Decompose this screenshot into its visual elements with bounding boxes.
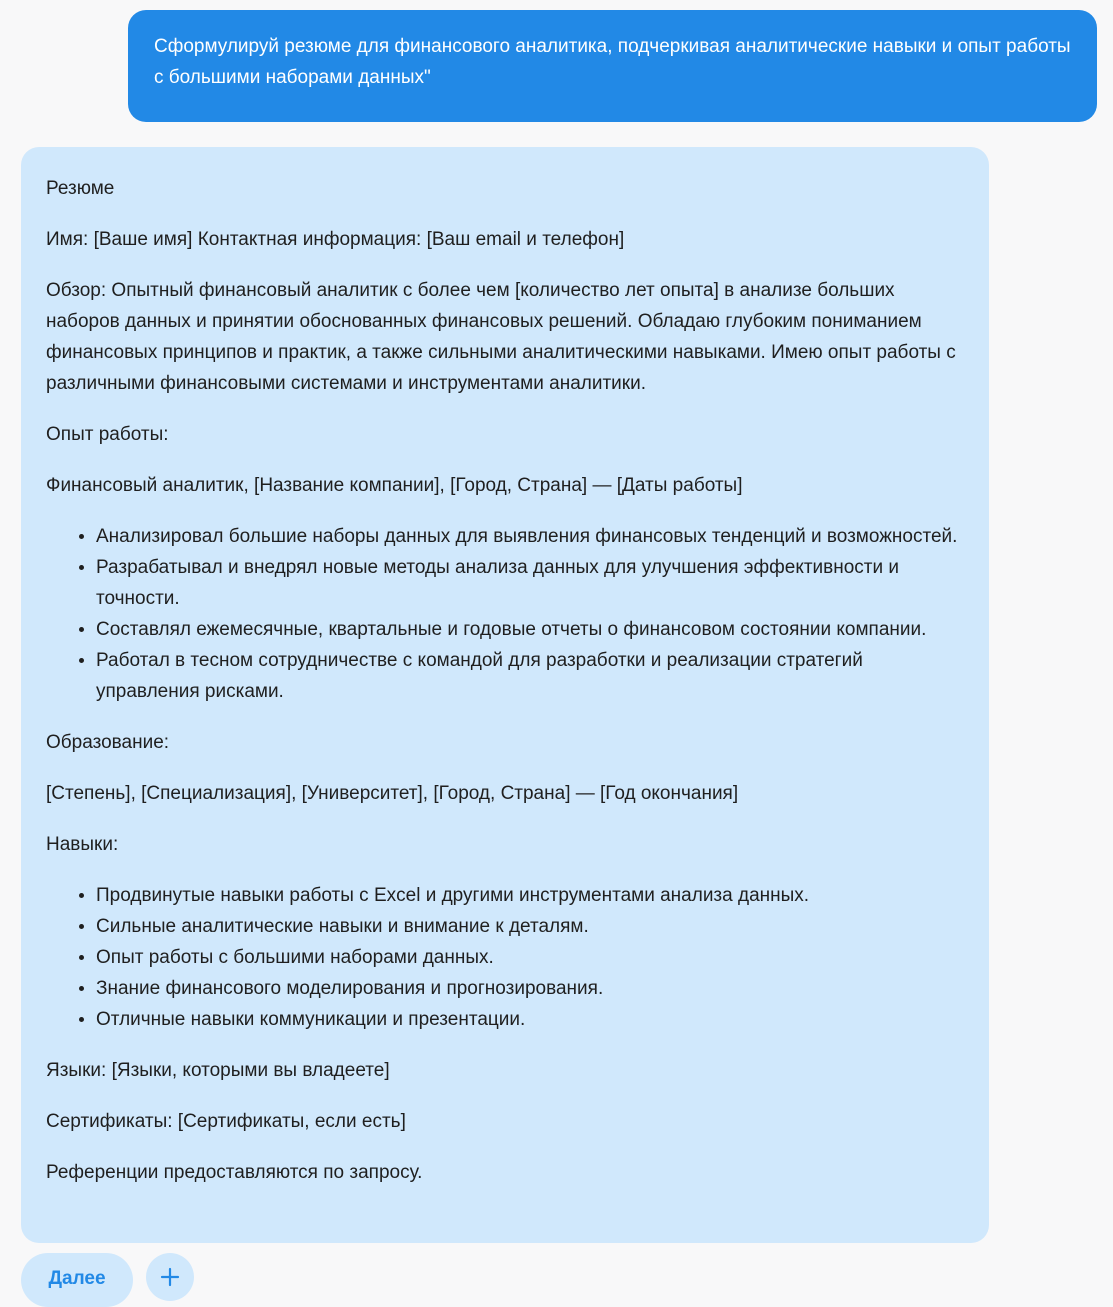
list-item: • Опыт работы с большими наборами данных.: [96, 942, 969, 973]
resume-overview: Обзор: Опытный финансовый аналитик с более чем [количество лет опыта] в анализе больших наборов данных и принятии обоснованных финансовых решений. Обладаю глубоким пониманием финансовых принципов и практик, а также сильными аналитическими навыками. Имею опыт работы с различными финансовыми системами и инструментами аналитики.: [46, 280, 956, 394]
add-button[interactable]: [146, 1253, 194, 1301]
list-item: • Продвинутые навыки работы с Excel и другими инструментами анализа данных.: [96, 880, 969, 911]
list-item: • Сильные аналитические навыки и внимание к деталям.: [96, 911, 969, 942]
list-item: • Составлял ежемесячные, квартальные и годовые отчеты о финансовом состоянии компании.: [96, 614, 969, 645]
list-item: • Работал в тесном сотрудничестве с командой для разработки и реализации стратегий управления рисками.: [96, 645, 969, 707]
user-message-text: Сформулируй резюме для финансового аналитика, подчеркивая аналитические навыки и опыт работы с большими наборами данных": [154, 36, 1071, 88]
education-heading: Образование:: [46, 732, 170, 753]
list-item: • Знание финансового моделирования и прогнозирования.: [96, 973, 969, 1004]
resume-title: Резюме: [46, 178, 115, 199]
experience-list: [46, 521, 969, 707]
languages-line: Языки: [Языки, которыми вы владеете]: [46, 1060, 390, 1081]
skills-list: [46, 880, 969, 1035]
next-button[interactable]: Далее: [21, 1253, 133, 1307]
references-line: Референции предоставляются по запросу.: [46, 1162, 423, 1183]
job-title: Финансовый аналитик, [Название компании], [Город, Страна] — [Даты работы]: [46, 475, 743, 496]
list-item: • Разрабатывал и внедрял новые методы анализа данных для улучшения эффективности и точности.: [96, 552, 969, 614]
education-line: [Степень], [Специализация], [Университет], [Город, Страна] — [Год окончания]: [46, 783, 739, 804]
user-message-bubble: [128, 10, 1097, 122]
plus-icon: [160, 1267, 180, 1287]
resume-contact: Имя: [Ваше имя] Контактная информация: [Ваш email и телефон]: [46, 229, 625, 250]
skills-heading: Навыки:: [46, 834, 119, 855]
list-item: • Отличные навыки коммуникации и презентации.: [96, 1004, 969, 1035]
certificates-line: Сертификаты: [Сертификаты, если есть]: [46, 1111, 406, 1132]
assistant-message-bubble: [21, 147, 989, 1243]
list-item: • Анализировал большие наборы данных для выявления финансовых тенденций и возможностей.: [96, 521, 969, 552]
experience-heading: Опыт работы:: [46, 424, 169, 445]
